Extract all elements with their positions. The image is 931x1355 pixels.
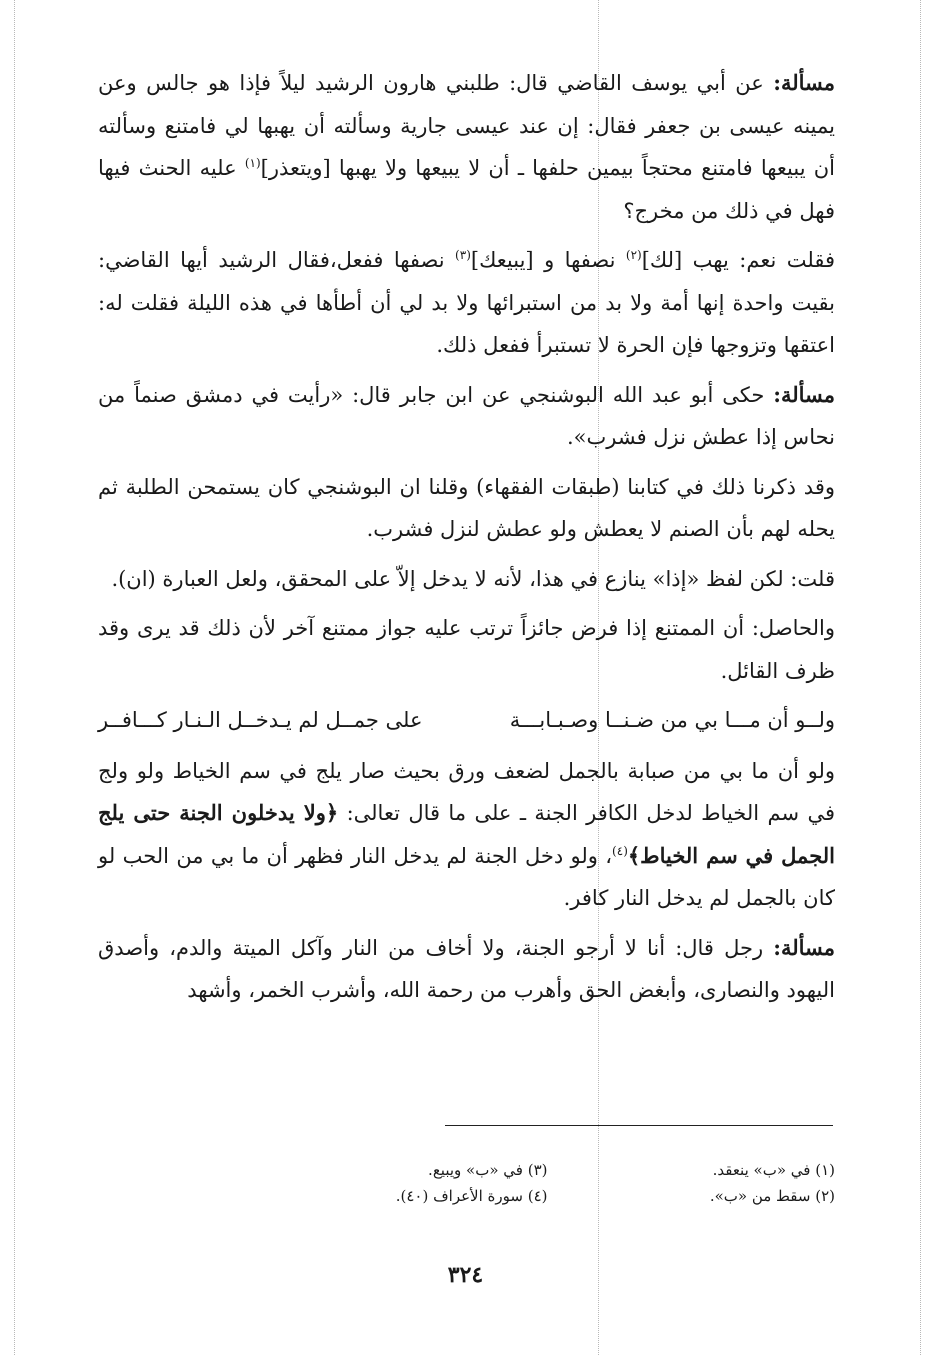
- page-number: ٣٢٤: [447, 1262, 484, 1288]
- paragraph-3: [98, 374, 835, 459]
- paragraph-text: قلت: لكن لفظ «إذا» ينازع في هذا، لأنه لا يدخل إلاّ على المحقق، ولعل العبارة (ان).: [111, 566, 835, 591]
- paragraph-text: عن أبي يوسف القاضي قال: طلبني هارون الرشيد ليلاً فإذا هو جالس وعن يمينه عيسى بن جعفر فقال: إن عند عيسى جارية وسألته أن يهبها لي فامتنع وسألته أن يبيعها فامتنع محتجاً بيمين حلفها ـ أن لا يبيعها ولا يهبها [ويتعذر]: [98, 71, 835, 180]
- footnote-2: (٢) سقط من «ب».: [709, 1187, 835, 1205]
- footnote-3: (٣) في «ب» ويبيع.: [428, 1161, 548, 1179]
- footnote-1: (١) في «ب» ينعقد.: [712, 1161, 835, 1179]
- main-text: [98, 62, 835, 1019]
- paragraph-lead: مسألة:: [773, 70, 835, 95]
- paragraph-5: [98, 558, 835, 601]
- paragraph-lead: مسألة:: [773, 934, 835, 960]
- paragraph-7: [98, 750, 835, 920]
- paragraph-text: والحاصل: أن الممتنع إذا فرض جائزاً ترتب عليه جواز ممتنع آخر لأن ذلك قد يرى وقد ظرف القائل.: [98, 616, 835, 683]
- footnote-4: (٤) سورة الأعراف (٤٠).: [395, 1187, 548, 1205]
- paragraph-text: فقلت نعم: يهب [لك]: [641, 248, 835, 272]
- paragraph-mid: نصفها و [يبيعك]: [470, 248, 626, 272]
- paragraph-1: [98, 62, 835, 232]
- paragraph-tail: ، ولو دخل الجنة لم يدخل النار فظهر أن ما بي من الحب لو كان بالجمل لم يدخل النار كافر.: [98, 843, 835, 910]
- paragraph-tail: نصفها ففعل،فقال الرشيد أيها القاضي: بقيت واحدة إنها أمة ولا بد من استبرائها ولا بد لي أن أطأها في هذه الليلة فقلت له: اعتقها وتزوجها فإن الحرة لا تستبرأ ففعل ذلك.: [98, 248, 835, 357]
- paragraph-text: رجل قال: أنا لا أرجو الجنة، ولا أخاف من النار وآكل الميتة والدم، وأصدق اليهود والنصارى، وأبغض الحق وأهرب من رحمة الله، وأشرب الخمر، وأشهد: [98, 935, 835, 1002]
- paragraph-8: [98, 927, 835, 1012]
- verse-second-hemistich: على جمــل لم يـدخــل الـنـار كـــافــر: [98, 708, 423, 732]
- verse-first-hemistich: ولــو أن مـــا بي من ضـنــا وصـبـابـــة: [509, 708, 835, 732]
- paragraph-4: [98, 466, 835, 551]
- paragraph-6: [98, 607, 835, 692]
- footnote-marker: (٢): [625, 248, 642, 262]
- paragraph-lead: مسألة:: [773, 381, 835, 407]
- footnote-marker: (١): [244, 156, 261, 170]
- paragraph-2: [98, 239, 835, 367]
- paragraph-text: حكى أبو عبد الله البوشنجي عن ابن جابر قال: «رأيت في دمشق صنماً من نحاس إذا عطش نزل فشرب».: [98, 382, 835, 449]
- paragraph-text: ولو أن ما بي من صبابة بالجمل لضعف ورق بحيث صار يلج في سم الخياط ولو ولج في سم الخياط لدخل الكافر الجنة ـ على ما قال تعالى:: [98, 758, 835, 825]
- quran-quote: ﴿ولا يدخلون الجنة حتى يلج الجمل في سم الخياط﴾: [98, 800, 835, 868]
- scan-dot-line-left: [14, 0, 15, 1355]
- paragraph-text: وقد ذكرنا ذلك في كتابنا (طبقات الفقهاء) وقلنا ان البوشنجي كان يستمحن الطلبة ثم يحله لهم بأن الصنم لا يعطش ولو عطش لنزل فشرب.: [98, 474, 835, 541]
- scan-dot-line-right: [920, 0, 921, 1355]
- paragraph-tail: عليه الحنث فيها فهل في ذلك من مخرج؟: [98, 156, 835, 223]
- footnote-separator: [445, 1125, 833, 1126]
- footnote-marker: (٤): [612, 843, 628, 858]
- footnotes: [300, 1157, 835, 1209]
- footnote-marker: (٣): [455, 248, 471, 262]
- poem-verse: [98, 699, 835, 742]
